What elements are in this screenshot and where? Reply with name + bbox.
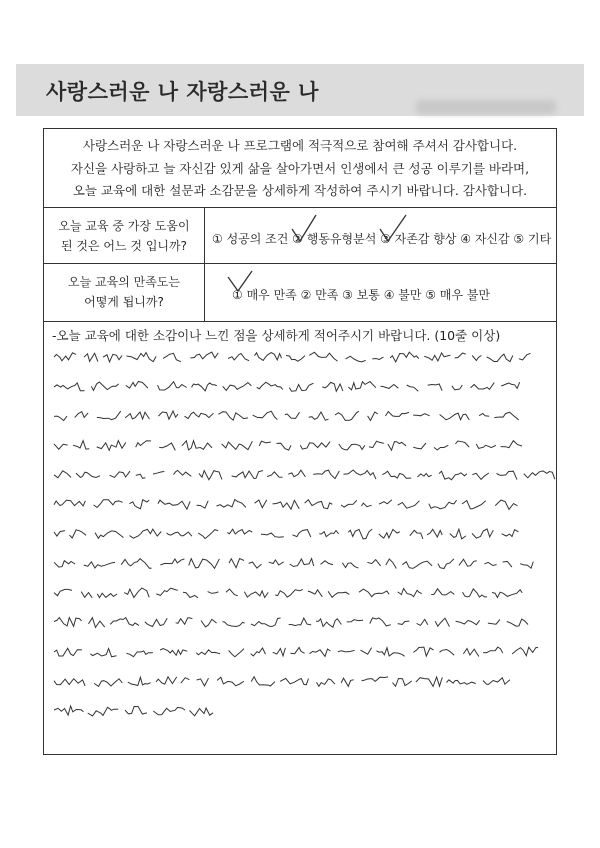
handwriting-stroke (288, 470, 305, 477)
handwriting-stroke (84, 562, 115, 568)
handwriting-stroke (136, 441, 151, 447)
handwriting-stroke (417, 619, 428, 625)
handwriting-stroke (97, 593, 117, 597)
handwriting-stroke (452, 385, 463, 390)
comment-prompt: -오늘 교육에 대한 소감이나 느낀 점을 상세하게 적어주시기 바랍니다. (10줄 이상) (52, 328, 501, 343)
handwriting-stroke (402, 561, 432, 568)
handwriting-stroke (126, 382, 148, 389)
handwriting-stroke (54, 416, 67, 421)
handwriting-stroke (459, 559, 477, 566)
handwriting-stroke (309, 412, 329, 420)
handwriting-stroke (229, 649, 244, 657)
handwriting-stroke (129, 500, 149, 509)
handwriting-stroke (342, 563, 358, 568)
handwriting-stroke (519, 353, 531, 360)
handwriting-stroke (185, 412, 214, 418)
q1-question-line-1: 오늘 교육 중 가장 도움이 (58, 219, 190, 233)
handwriting-stroke (103, 354, 122, 362)
handwriting-stroke (249, 562, 262, 568)
handwriting-stroke (501, 382, 520, 388)
q2-question-line-1: 오늘 교육의 만족도는 (68, 275, 180, 289)
handwriting-stroke (197, 678, 209, 686)
handwriting-stroke (73, 441, 89, 449)
handwriting-stroke (257, 382, 283, 389)
handwriting-stroke (413, 414, 430, 416)
handwriting-stroke (70, 530, 87, 538)
handwriting-stroke (390, 352, 419, 362)
handwriting-stroke (413, 647, 433, 656)
handwriting-stroke (192, 383, 217, 391)
handwriting-stroke (190, 352, 218, 359)
handwriting-stroke (94, 500, 123, 508)
handwriting-stroke (512, 647, 538, 656)
handwriting-stroke (471, 383, 495, 390)
handwriting-stroke (317, 679, 335, 686)
handwriting-stroke (361, 503, 371, 507)
handwriting-stroke (217, 677, 244, 686)
handwriting-stroke (362, 677, 389, 682)
handwriting-stroke (497, 471, 518, 479)
handwriting-stroke (181, 678, 190, 683)
handwriting-stroke (300, 442, 330, 450)
handwriting-stroke (344, 470, 376, 479)
handwriting-stroke (269, 560, 284, 565)
handwriting-stroke (348, 529, 372, 539)
handwriting-stroke (472, 473, 489, 479)
q1-question-line-2: 된 것은 어느 것 입니까? (61, 239, 187, 253)
intro-line-1: 사랑스러운 나 자랑스러운 나 프로그램에 적극적으로 참여해 주셔서 감사합니다. (82, 138, 518, 153)
handwriting-stroke (232, 471, 263, 479)
handwriting-stroke (54, 589, 72, 595)
handwriting-stroke (463, 649, 479, 657)
handwriting-stroke (54, 500, 85, 506)
handwriting-stroke (361, 648, 372, 655)
handwriting-stroke (244, 591, 268, 598)
handwriting-stroke (121, 559, 151, 569)
handwriting-stroke (319, 531, 338, 537)
handwriting-stroke (346, 356, 366, 362)
handwriting-stroke (91, 382, 118, 390)
handwriting-stroke (76, 472, 100, 477)
handwriting-stroke (110, 471, 130, 477)
handwriting-stroke (479, 414, 489, 417)
handwriting-stroke (125, 412, 149, 419)
handwriting-stroke (174, 470, 192, 476)
handwriting-stroke (156, 588, 177, 595)
handwriting-stroke (438, 559, 454, 569)
handwriting-stroke (398, 501, 420, 509)
handwriting-stroke (338, 650, 355, 652)
handwriting-stroke (54, 618, 82, 627)
handwriting-stroke (429, 500, 457, 509)
handwriting-stroke (386, 559, 397, 569)
handwriting-area[interactable] (44, 129, 556, 754)
handwriting-stroke (182, 441, 212, 450)
handwriting-stroke (88, 707, 119, 716)
header-title: 사랑스러운 나 자랑스러운 나 (46, 80, 319, 104)
handwriting-stroke (289, 618, 312, 626)
handwriting-stroke (372, 357, 383, 360)
redacted-info (416, 100, 556, 114)
handwriting-stroke (54, 471, 71, 478)
handwriting-stroke (128, 677, 151, 685)
handwriting-stroke (369, 441, 384, 447)
handwriting-stroke (110, 618, 139, 626)
handwriting-stroke (507, 619, 528, 626)
handwriting-stroke (305, 500, 333, 509)
handwriting-stroke (90, 649, 116, 657)
handwriting-stroke (199, 471, 222, 480)
handwriting-stroke (97, 441, 126, 451)
handwriting-stroke (217, 500, 246, 508)
handwriting-stroke (280, 678, 308, 684)
handwriting-stroke (339, 444, 365, 450)
handwriting-stroke (407, 385, 419, 391)
handwriting-stroke (484, 562, 496, 565)
handwriting-stroke (379, 500, 392, 504)
handwriting-stroke (160, 559, 184, 565)
handwriting-stroke (273, 648, 286, 656)
handwriting-stroke (145, 618, 167, 626)
handwriting-stroke (153, 707, 185, 714)
handwriting-stroke (335, 411, 359, 420)
header-banner (16, 64, 584, 116)
handwriting-stroke (54, 679, 85, 686)
handwriting-stroke (158, 382, 187, 390)
handwriting-stroke (313, 470, 339, 479)
q2-options[interactable]: ① 매우 만족 ② 만족 ③ 보통 ④ 불만 ⑤ 매우 불만 (232, 288, 491, 302)
handwriting-stroke (167, 532, 192, 536)
handwriting-stroke (447, 680, 476, 685)
handwriting-stroke (97, 411, 121, 420)
handwriting-stroke (275, 589, 303, 597)
handwriting-stroke (201, 619, 217, 627)
handwriting-stroke (54, 648, 82, 656)
handwriting-stroke (226, 589, 238, 596)
handwriting-stroke (348, 382, 376, 390)
handwriting-stroke (158, 411, 178, 419)
handwriting-stroke (427, 529, 442, 537)
handwriting-stroke (251, 677, 275, 686)
handwriting-stroke (153, 472, 164, 475)
handwriting-stroke (501, 441, 522, 448)
handwriting-stroke (370, 618, 391, 626)
handwriting-stroke (435, 618, 449, 626)
q2-question-line-2: 어떻게 됩니까? (84, 295, 164, 309)
handwriting-stroke (462, 501, 486, 509)
handwriting-stroke (398, 621, 410, 624)
handwriting-stroke (251, 648, 266, 656)
handwriting-stroke (502, 530, 519, 537)
handwriting-stroke (385, 412, 409, 417)
survey-form (43, 128, 557, 755)
handwriting-stroke (94, 679, 122, 687)
handwriting-stroke (440, 650, 455, 656)
handwriting-stroke (227, 529, 252, 534)
handwriting-stroke (273, 500, 300, 509)
handwriting-stroke (75, 412, 88, 418)
handwriting-stroke (431, 589, 454, 595)
handwriting-stroke (130, 529, 162, 538)
handwriting-stroke (190, 708, 214, 716)
handwriting-stroke (359, 589, 389, 597)
handwriting-stroke (54, 353, 76, 361)
handwriting-stroke (197, 501, 209, 509)
handwriting-stroke (163, 353, 181, 361)
handwriting-stroke (277, 443, 292, 450)
handwriting-stroke (196, 650, 220, 655)
handwriting-stroke (124, 588, 149, 598)
handwriting-stroke (434, 445, 448, 450)
handwriting-stroke (290, 648, 304, 654)
handwriting-stroke (54, 444, 68, 449)
handwriting-stroke (483, 647, 503, 653)
handwriting-stroke (267, 472, 282, 477)
handwriting-stroke (398, 589, 422, 597)
handwriting-stroke (382, 471, 411, 478)
handwriting-stroke (494, 412, 518, 420)
handwriting-stroke (439, 471, 467, 480)
handwriting-stroke (488, 620, 500, 625)
handwriting-stroke (424, 353, 450, 361)
handwriting-stroke (310, 649, 331, 656)
handwriting-stroke (388, 442, 406, 451)
handwriting-stroke (259, 441, 271, 446)
handwriting-stroke (292, 530, 310, 537)
handwriting-stroke (125, 707, 147, 715)
handwriting-stroke (84, 353, 98, 361)
handwriting-stroke (308, 590, 322, 597)
handwriting-stroke (176, 618, 193, 625)
handwriting-stroke (127, 353, 157, 362)
handwriting-stroke (286, 355, 305, 361)
handwriting-stroke (472, 529, 493, 538)
handwriting-stroke (54, 383, 85, 391)
handwriting-stroke (255, 353, 282, 361)
handwriting-stroke (218, 412, 248, 421)
handwriting-stroke (54, 561, 75, 567)
handwriting-stroke (417, 474, 431, 478)
handwriting-stroke (487, 354, 513, 362)
handwriting-stroke (503, 561, 512, 567)
handwriting-stroke (428, 384, 443, 391)
intro-line-2: 자신을 사랑하고 늘 자신감 있게 삶을 살아가면서 인생에서 큰 성공 이루기를 바라며, (70, 160, 530, 176)
handwriting-stroke (328, 591, 349, 597)
handwriting-stroke (198, 530, 218, 539)
handwriting-stroke (156, 677, 177, 684)
handwriting-stroke (54, 531, 65, 537)
handwriting-stroke (183, 592, 198, 598)
handwriting-stroke (95, 531, 124, 538)
handwriting-stroke (81, 592, 92, 598)
handwriting-stroke (450, 529, 466, 539)
handwriting-stroke (322, 382, 343, 391)
handwriting-stroke (189, 559, 220, 569)
handwriting-stroke (136, 474, 146, 478)
handwriting-stroke (440, 413, 470, 420)
handwriting-stroke (126, 651, 152, 657)
handwriting-stroke (285, 412, 300, 418)
handwriting-stroke (413, 443, 426, 449)
handwriting-stroke (455, 353, 466, 358)
handwriting-stroke (208, 592, 219, 594)
handwriting-stroke (289, 383, 313, 391)
handwriting-stroke (89, 618, 105, 628)
handwriting-stroke (255, 500, 267, 508)
handwriting-stroke (309, 352, 337, 361)
handwriting-stroke (341, 678, 354, 686)
handwriting-stroke (393, 679, 412, 687)
handwriting-stroke (54, 706, 84, 715)
handwriting-stroke (229, 559, 244, 568)
handwriting-stroke (472, 356, 481, 361)
handwriting-stroke (520, 562, 533, 569)
handwriting-stroke (290, 559, 314, 567)
handwriting-stroke (376, 648, 404, 657)
handwriting-stroke (483, 678, 510, 685)
intro-line-3: 오늘 교육에 대한 설문과 소감문을 상세하게 작성하여 주시기 바랍니다. 감사합니다. (72, 183, 528, 198)
handwriting-stroke (160, 649, 187, 656)
handwriting-stroke (492, 590, 522, 598)
handwriting-stroke (159, 443, 175, 450)
handwriting-stroke (368, 412, 378, 421)
handwriting-stroke (416, 677, 442, 686)
handwriting-stroke (251, 618, 281, 626)
handwriting-stroke (321, 561, 334, 565)
handwriting-stroke (455, 441, 469, 447)
handwriting-stroke (253, 411, 278, 419)
handwriting-stroke (367, 560, 380, 566)
handwriting-stroke (379, 529, 400, 538)
handwriting-stroke (223, 383, 252, 391)
handwriting-stroke (456, 620, 480, 624)
handwriting-stroke (476, 444, 496, 448)
q1-options[interactable]: ① 성공의 조건 ② 행동유형분석 ③ 자존감 향상 ④ 자신감 ⑤ 기타 (212, 232, 552, 246)
handwriting-stroke (524, 471, 555, 479)
handwriting-stroke (316, 619, 341, 628)
handwriting-stroke (381, 385, 399, 389)
handwriting-stroke (223, 622, 245, 627)
handwriting-stroke (347, 620, 363, 622)
handwriting-stroke (495, 500, 517, 509)
handwriting-stroke (410, 530, 423, 539)
handwriting-stroke (261, 533, 284, 537)
handwriting-stroke (222, 441, 253, 449)
handwriting-stroke (463, 589, 488, 597)
handwriting-stroke (228, 354, 249, 361)
handwriting-stroke (158, 500, 190, 509)
handwriting-stroke (341, 500, 357, 507)
